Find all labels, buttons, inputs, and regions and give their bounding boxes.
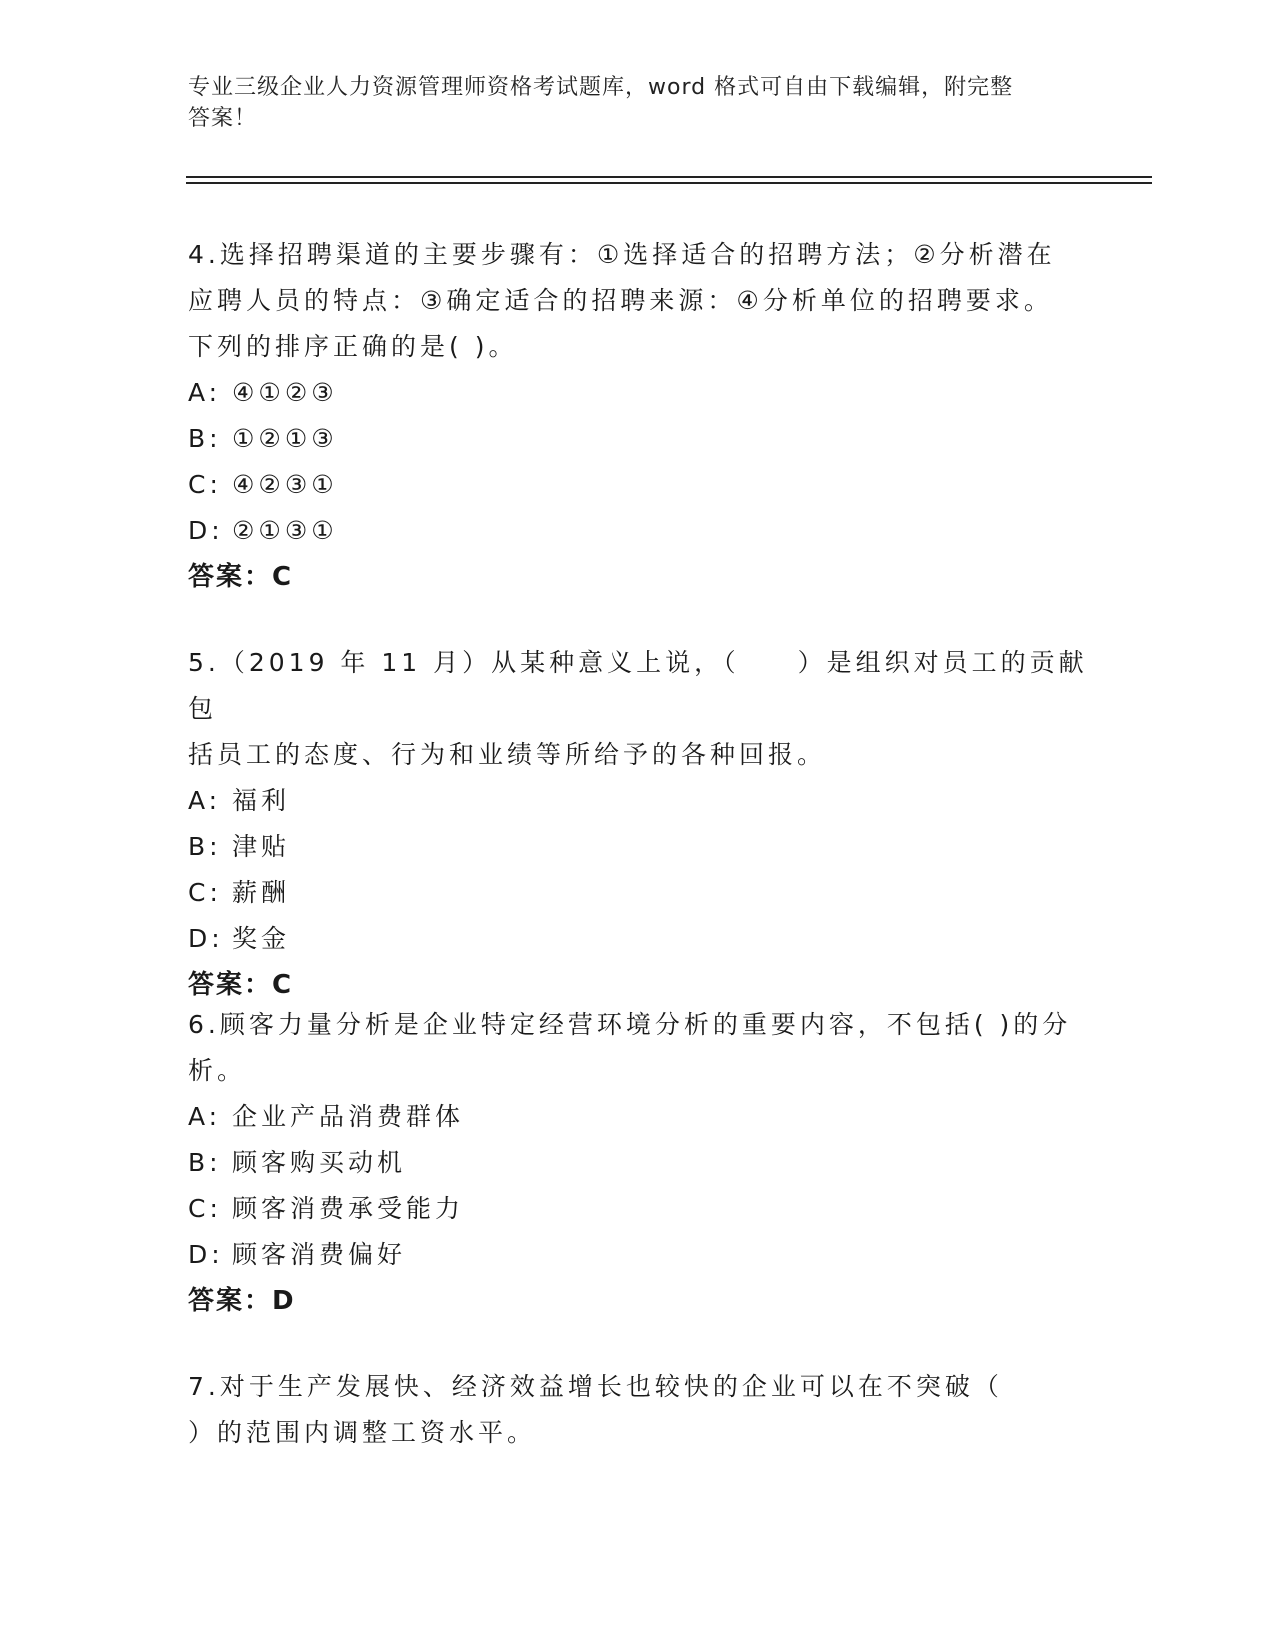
option-text: 津贴 bbox=[232, 832, 291, 861]
option-text: ①②①③ bbox=[232, 424, 338, 453]
option-text: 顾客消费偏好 bbox=[232, 1240, 407, 1269]
option-key: C: bbox=[188, 470, 222, 499]
option-key: D: bbox=[188, 516, 224, 545]
question-stem-line: 5.（2019 年 11 月）从某种意义上说，（ ）是组织对员工的贡献包 bbox=[188, 648, 1088, 723]
option-key: B: bbox=[188, 832, 222, 861]
question-stem-line: 4.选择招聘渠道的主要步骤有：①选择适合的招聘方法；②分析潜在 bbox=[188, 240, 1056, 269]
question-7 bbox=[188, 1364, 1088, 1456]
question-stem-line: 7.对于生产发展快、经济效益增长也较快的企业可以在不突破（ bbox=[188, 1372, 1003, 1401]
option-text: 薪酬 bbox=[232, 878, 291, 907]
option-key: B: bbox=[188, 1148, 222, 1177]
question-stem-line: ）的范围内调整工资水平。 bbox=[188, 1418, 537, 1447]
question-stem-line: 下列的排序正确的是( )。 bbox=[188, 332, 518, 361]
question-stem-line: 应聘人员的特点：③确定适合的招聘来源：④分析单位的招聘要求。 bbox=[188, 286, 1053, 315]
option-a bbox=[188, 370, 1088, 416]
question-stem-line: 括员工的态度、行为和业绩等所给予的各种回报。 bbox=[188, 740, 827, 769]
option-text: 福利 bbox=[232, 786, 291, 815]
option-key: B: bbox=[188, 424, 222, 453]
question-6 bbox=[188, 1002, 1088, 1324]
option-key: A: bbox=[188, 378, 222, 407]
option-c bbox=[188, 1186, 1088, 1232]
option-key: A: bbox=[188, 1102, 222, 1131]
option-d bbox=[188, 508, 1088, 554]
header-rule-top bbox=[186, 176, 1152, 178]
option-key: C: bbox=[188, 878, 222, 907]
answer-line: 答案：C bbox=[188, 970, 294, 1000]
answer-line: 答案：D bbox=[188, 1286, 296, 1316]
header-rule-bottom bbox=[186, 182, 1152, 184]
option-text: 奖金 bbox=[232, 924, 291, 953]
option-d bbox=[188, 916, 1088, 962]
question-5 bbox=[188, 640, 1088, 1008]
option-text: ④②③① bbox=[232, 470, 338, 499]
option-text: ②①③① bbox=[232, 516, 338, 545]
option-b bbox=[188, 416, 1088, 462]
document-header bbox=[188, 72, 1068, 134]
answer-line: 答案：C bbox=[188, 562, 294, 592]
option-key: C: bbox=[188, 1194, 222, 1223]
option-a bbox=[188, 1094, 1088, 1140]
header-line-2: 答案！ bbox=[188, 106, 258, 131]
option-key: D: bbox=[188, 924, 224, 953]
option-text: 顾客消费承受能力 bbox=[232, 1194, 465, 1223]
option-c bbox=[188, 870, 1088, 916]
option-key: A: bbox=[188, 786, 222, 815]
option-text: ④①②③ bbox=[232, 378, 338, 407]
question-stem-line: 6.顾客力量分析是企业特定经营环境分析的重要内容，不包括( )的分 bbox=[188, 1010, 1072, 1039]
option-text: 顾客购买动机 bbox=[232, 1148, 407, 1177]
option-d bbox=[188, 1232, 1088, 1278]
option-key: D: bbox=[188, 1240, 224, 1269]
option-b bbox=[188, 824, 1088, 870]
option-b bbox=[188, 1140, 1088, 1186]
option-c bbox=[188, 462, 1088, 508]
question-4 bbox=[188, 232, 1088, 600]
question-stem-line: 析。 bbox=[188, 1056, 247, 1085]
header-line-1: 专业三级企业人力资源管理师资格考试题库，word 格式可自由下载编辑，附完整 bbox=[188, 75, 1014, 100]
option-a bbox=[188, 778, 1088, 824]
option-text: 企业产品消费群体 bbox=[232, 1102, 465, 1131]
